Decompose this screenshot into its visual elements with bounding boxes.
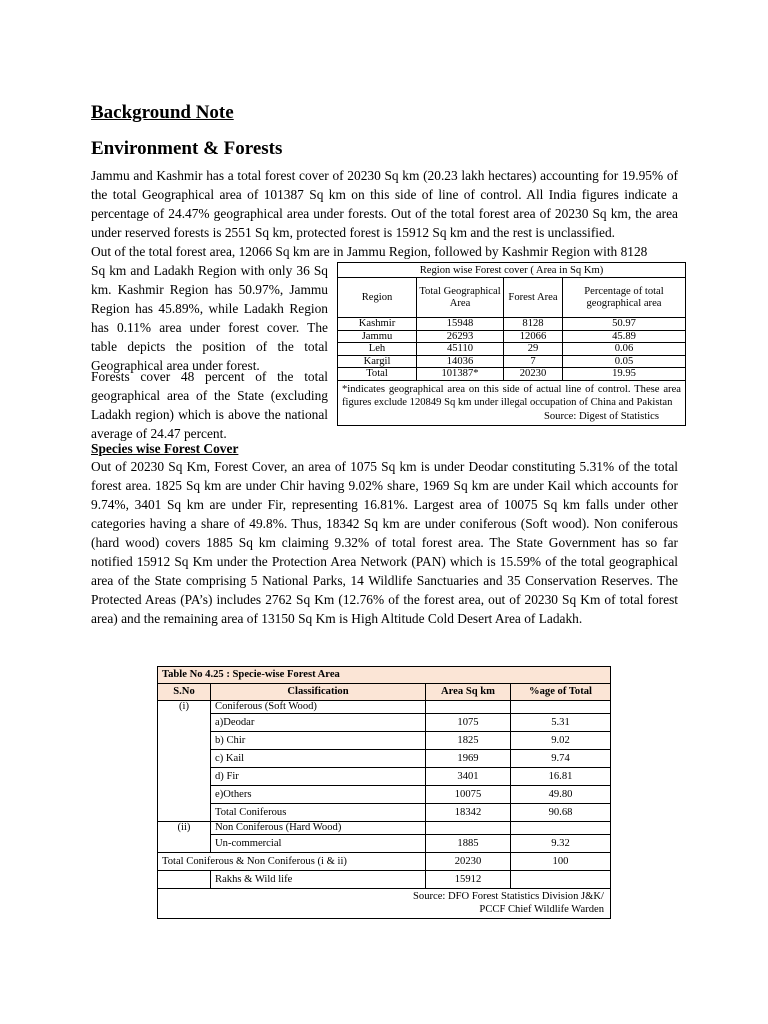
species-forest-table — [157, 666, 611, 919]
percent-cell: 49.80 — [511, 786, 611, 804]
area-cell: 18342 — [426, 804, 511, 822]
area-cell: 3401 — [426, 768, 511, 786]
area-cell: 1075 — [426, 714, 511, 732]
value-cell: 14036 — [417, 355, 504, 368]
table-row — [338, 330, 686, 343]
classification-cell: Total Coniferous — [211, 804, 426, 822]
percent-cell: 16.81 — [511, 768, 611, 786]
region-cell: Kargil — [338, 355, 417, 368]
value-cell: 29 — [504, 343, 563, 356]
classification-cell: a)Deodar — [211, 714, 426, 732]
intro-paragraph: Jammu and Kashmir has a total forest cover of 20230 Sq km (20.23 lakh hectares) accounting for 19.95% of the total Geographical area of 101387 Sq km on this side of line of control. All India figures indicate a percentage of 24.47% geographical area under forests. Out of the total forest area of 20230 Sq km, the area under reserved forests is 2551 Sq km, protected forest is 15912 Sq km and the rest is unclassified. — [91, 168, 678, 240]
header-classification: Classification — [211, 684, 426, 701]
value-cell: 0.05 — [563, 355, 686, 368]
classification-cell: b) Chir — [211, 732, 426, 750]
table-row — [158, 871, 611, 889]
empty-cell — [511, 701, 611, 714]
table-row — [158, 732, 611, 750]
empty-cell — [158, 871, 211, 889]
table-row — [158, 768, 611, 786]
region-table-footnote — [338, 380, 686, 426]
section-label: Non Coniferous (Hard Wood) — [211, 822, 426, 835]
value-cell: 12066 — [504, 330, 563, 343]
sno-cell: (ii) — [158, 822, 211, 853]
header-sno: S.No — [158, 684, 211, 701]
region-paragraph-first-line: Out of the total forest area, 12066 Sq km are in Jammu Region, followed by Kashmir Region with 8128 — [91, 244, 648, 259]
empty-cell — [511, 871, 611, 889]
value-cell: 7 — [504, 355, 563, 368]
area-cell: 10075 — [426, 786, 511, 804]
table-row — [158, 822, 611, 835]
table-row — [158, 804, 611, 822]
value-cell: 15948 — [417, 318, 504, 331]
area-cell: 1885 — [426, 835, 511, 853]
value-cell: 8128 — [504, 318, 563, 331]
classification-cell: e)Others — [211, 786, 426, 804]
classification-cell: d) Fir — [211, 768, 426, 786]
region-table-caption: Region wise Forest cover ( Area in Sq Km) — [338, 263, 686, 278]
value-cell: 0.06 — [563, 343, 686, 356]
value-cell: 20230 — [504, 368, 563, 381]
table-row — [338, 368, 686, 381]
header-region: Region — [338, 278, 417, 318]
value-cell: 45110 — [417, 343, 504, 356]
region-cell: Leh — [338, 343, 417, 356]
header-total-area: Total Geographical Area — [417, 278, 504, 318]
forest-cover-paragraph: Forests cover 48 percent of the total geographical area of the State (excluding Ladakh region) which is above the national average of 24.47 percent. — [91, 369, 328, 441]
percent-cell: 9.74 — [511, 750, 611, 768]
section-label: Coniferous (Soft Wood) — [211, 701, 426, 714]
header-forest-area: Forest Area — [504, 278, 563, 318]
percent-cell: 5.31 — [511, 714, 611, 732]
table-row — [338, 318, 686, 331]
footnote-text: *indicates geographical area on this side of actual line of control. These area figures exclude 120849 Sq km under illegal occupation of China and Pakistan — [342, 383, 681, 408]
table-row — [338, 343, 686, 356]
classification-cell: Rakhs & Wild life — [211, 871, 426, 889]
value-cell: 50.97 — [563, 318, 686, 331]
classification-cell: Un-commercial — [211, 835, 426, 853]
species-paragraph: Out of 20230 Sq Km, Forest Cover, an area of 1075 Sq km is under Deodar constituting 5.31% of the total forest area. 1825 Sq km are under Chir having 9.02% share, 1969 Sq km are under Kail which accounts for 9.74%, 3401 Sq km are under Fir, representing 16.81%. Largest area of 10075 Sq km falls under other categories having a share of 49.8%. Thus, 18342 Sq km are under coniferous (Soft wood). Non coniferous (hard wood) covers 1885 Sq km claiming 9.32% of total forest area. The State Government has so far notified 15912 Sq Km under the Protection Area Network (PAN) which is 15.59% of the total geographical area of the State comprising 5 National Parks, 14 Wildlife Sanctuaries and 35 Conservation Reserves. The Protected Areas (PA’s) includes 2762 Sq Km (12.76% of the forest area, out of 20230 Sq Km of total forest area) and the remaining area of 13150 Sq Km is High Altitude Cold Desert Area of Ladakh. — [91, 459, 678, 626]
classification-cell: c) Kail — [211, 750, 426, 768]
table-row — [158, 714, 611, 732]
area-cell: 1969 — [426, 750, 511, 768]
percent-cell: 9.02 — [511, 732, 611, 750]
header-area: Area Sq km — [426, 684, 511, 701]
header-percent: %age of Total — [511, 684, 611, 701]
region-table-source: Source: Digest of Statistics — [543, 410, 659, 422]
percent-cell: 100 — [511, 853, 611, 871]
area-cell: 20230 — [426, 853, 511, 871]
section-title: Environment & Forests — [91, 138, 283, 159]
percent-cell: 90.68 — [511, 804, 611, 822]
table-row — [158, 750, 611, 768]
species-section-heading: Species wise Forest Cover — [91, 441, 239, 456]
value-cell: 19.95 — [563, 368, 686, 381]
table-row — [158, 701, 611, 714]
table-row — [158, 853, 611, 871]
header-percentage: Percentage of total geographical area — [563, 278, 686, 318]
region-forest-table — [337, 262, 686, 426]
value-cell: 45.89 — [563, 330, 686, 343]
region-paragraph: Sq km and Ladakh Region with only 36 Sq km. Kashmir Region has 50.97%, Jammu Region has 45.89%, while Ladakh Region has 0.11% area under forest cover. The table depicts the position of the total Geographical area under forest. — [91, 263, 328, 373]
region-cell: Total — [338, 368, 417, 381]
source-line-1: Source: DFO Forest Statistics Division J&K/ — [413, 891, 604, 902]
region-cell: Kashmir — [338, 318, 417, 331]
empty-cell — [511, 822, 611, 835]
sno-cell: (i) — [158, 701, 211, 822]
empty-cell — [426, 701, 511, 714]
species-table-title: Table No 4.25 : Specie-wise Forest Area — [158, 667, 611, 684]
value-cell: 101387* — [417, 368, 504, 381]
empty-cell — [426, 822, 511, 835]
percent-cell: 9.32 — [511, 835, 611, 853]
table-row — [338, 355, 686, 368]
value-cell: 26293 — [417, 330, 504, 343]
species-table-source — [158, 889, 611, 919]
page-heading: Background Note — [91, 102, 234, 123]
region-cell: Jammu — [338, 330, 417, 343]
area-cell: 15912 — [426, 871, 511, 889]
table-row — [158, 786, 611, 804]
source-line-2: PCCF Chief Wildlife Warden — [479, 903, 604, 915]
total-label: Total Coniferous & Non Coniferous (i & ii) — [158, 853, 426, 871]
table-row — [158, 835, 611, 853]
area-cell: 1825 — [426, 732, 511, 750]
